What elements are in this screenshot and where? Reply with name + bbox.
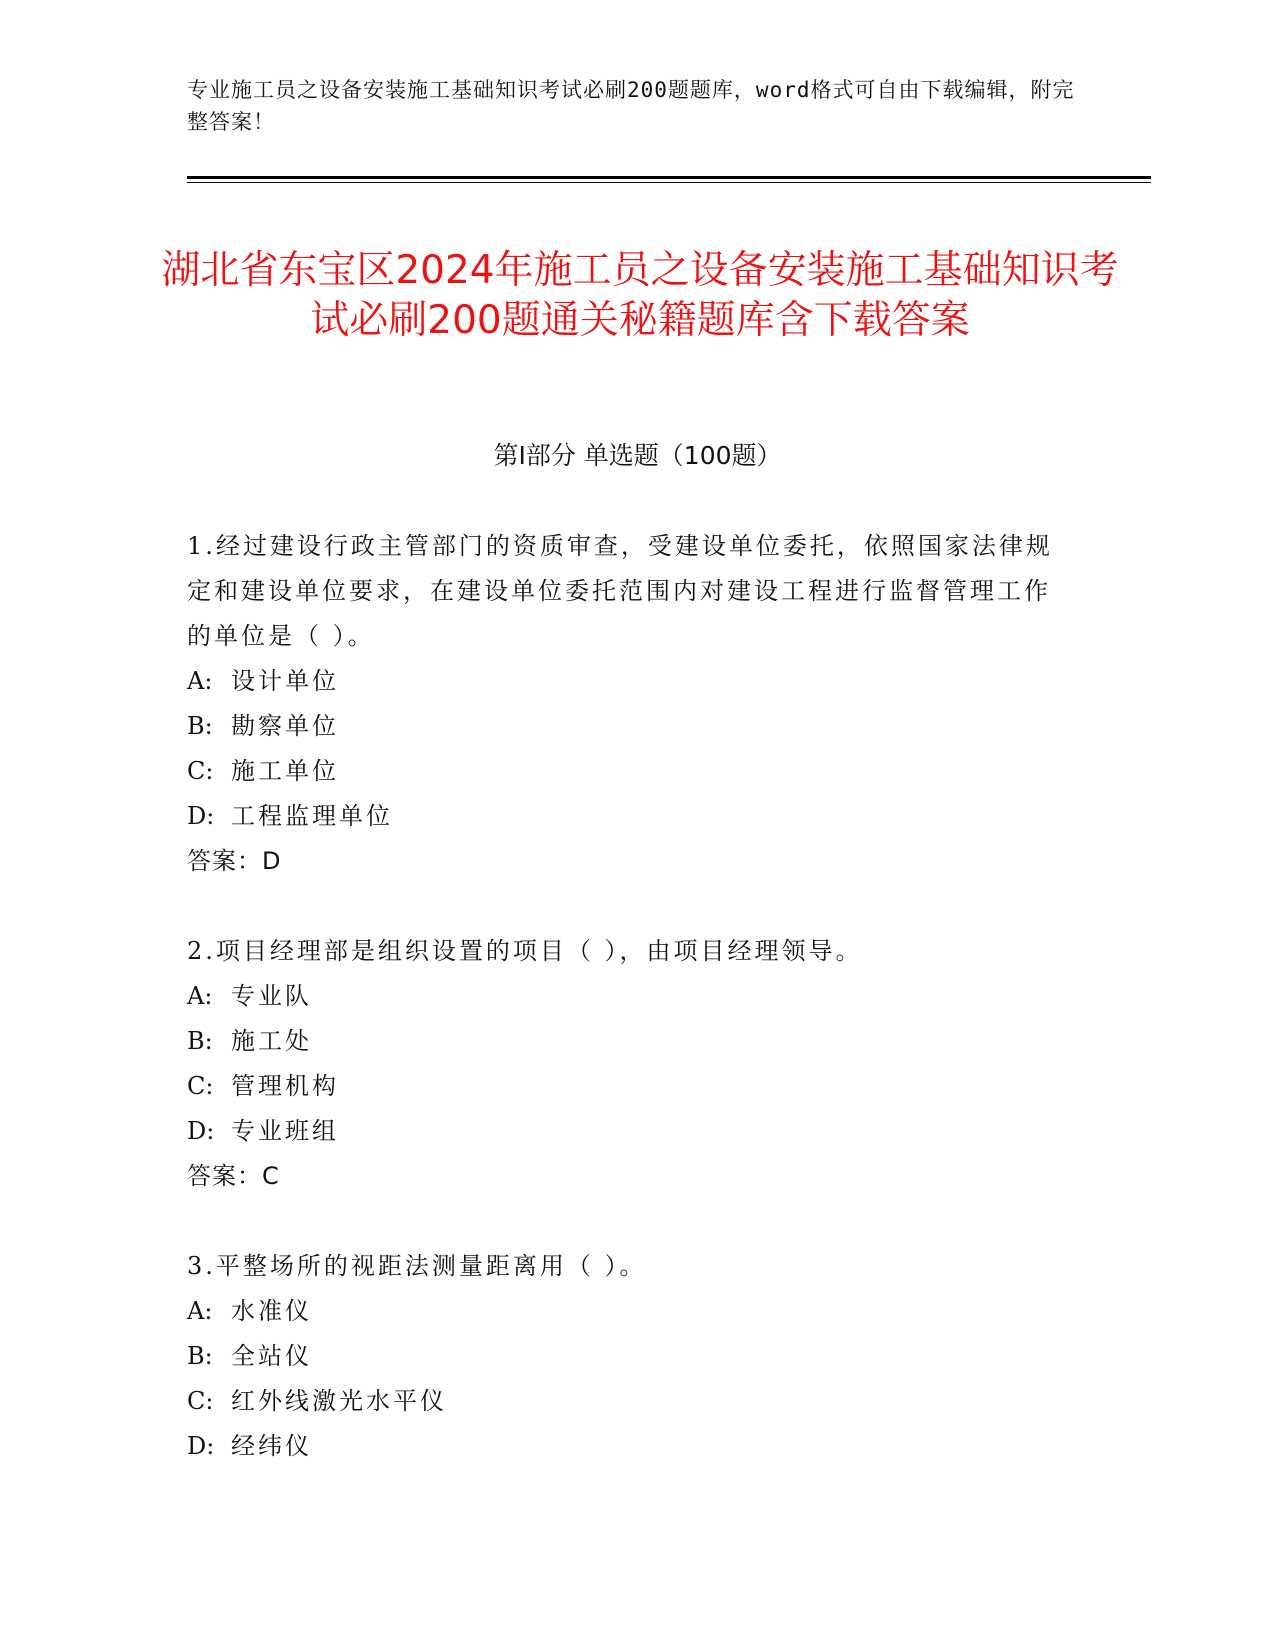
option-text: 设计单位 <box>231 667 339 695</box>
option-a <box>187 974 1067 1019</box>
option-text: 施工处 <box>231 1027 312 1055</box>
section-heading: 第Ⅰ部分 单选题（100题） <box>493 441 782 470</box>
header-rule-thin <box>187 182 1151 183</box>
option-c <box>187 1379 1067 1424</box>
header-note: 专业施工员之设备安装施工基础知识考试必刷200题题库，word格式可自由下载编辑，附完整答案！ <box>187 78 1075 134</box>
question-2 <box>187 929 1067 1199</box>
question-spacer <box>187 1199 1067 1244</box>
header-rule-thick <box>187 176 1151 179</box>
option-text: 施工单位 <box>231 757 339 785</box>
option-c <box>187 749 1067 794</box>
option-b <box>187 1019 1067 1064</box>
answer-line: 答案：D <box>187 847 282 875</box>
document-title: 湖北省东宝区2024年施工员之设备安装施工基础知识考试必刷200题通关秘籍题库含下载答案 <box>161 248 1119 344</box>
option-letter: C: <box>187 1387 214 1415</box>
question-spacer <box>187 884 1067 929</box>
option-text: 专业班组 <box>231 1117 339 1145</box>
option-text: 水准仪 <box>231 1297 312 1325</box>
answer-line: 答案：C <box>187 1162 280 1190</box>
option-text: 专业队 <box>231 982 312 1010</box>
option-letter: C: <box>187 1072 214 1100</box>
option-d <box>187 1109 1067 1154</box>
question-stem: 3.平整场所的视距法测量距离用（ ）。 <box>187 1252 647 1280</box>
question-stem: 1.经过建设行政主管部门的资质审查，受建设单位委托，依照国家法律规定和建设单位要求，在建设单位委托范围内对建设工程进行监督管理工作的单位是（ ）。 <box>187 532 1053 650</box>
question-stem: 2.项目经理部是组织设置的项目（ ），由项目经理领导。 <box>187 937 863 965</box>
option-letter: A: <box>187 667 213 695</box>
option-a <box>187 1289 1067 1334</box>
option-text: 全站仪 <box>231 1342 312 1370</box>
option-letter: D: <box>187 1432 215 1460</box>
option-d <box>187 794 1067 839</box>
option-text: 勘察单位 <box>231 712 339 740</box>
option-text: 工程监理单位 <box>231 802 393 830</box>
option-letter: B: <box>187 712 213 740</box>
option-text: 红外线激光水平仪 <box>231 1387 447 1415</box>
option-text: 经纬仪 <box>231 1432 312 1460</box>
option-c <box>187 1064 1067 1109</box>
question-list <box>187 524 1067 1469</box>
option-d <box>187 1424 1067 1469</box>
option-letter: B: <box>187 1342 213 1370</box>
option-a <box>187 659 1067 704</box>
option-text: 管理机构 <box>231 1072 339 1100</box>
option-letter: D: <box>187 1117 215 1145</box>
question-3 <box>187 1244 1067 1469</box>
option-b <box>187 704 1067 749</box>
question-1 <box>187 524 1067 884</box>
option-letter: A: <box>187 1297 213 1325</box>
option-letter: A: <box>187 982 213 1010</box>
option-letter: B: <box>187 1027 213 1055</box>
option-b <box>187 1334 1067 1379</box>
option-letter: C: <box>187 757 214 785</box>
option-letter: D: <box>187 802 215 830</box>
